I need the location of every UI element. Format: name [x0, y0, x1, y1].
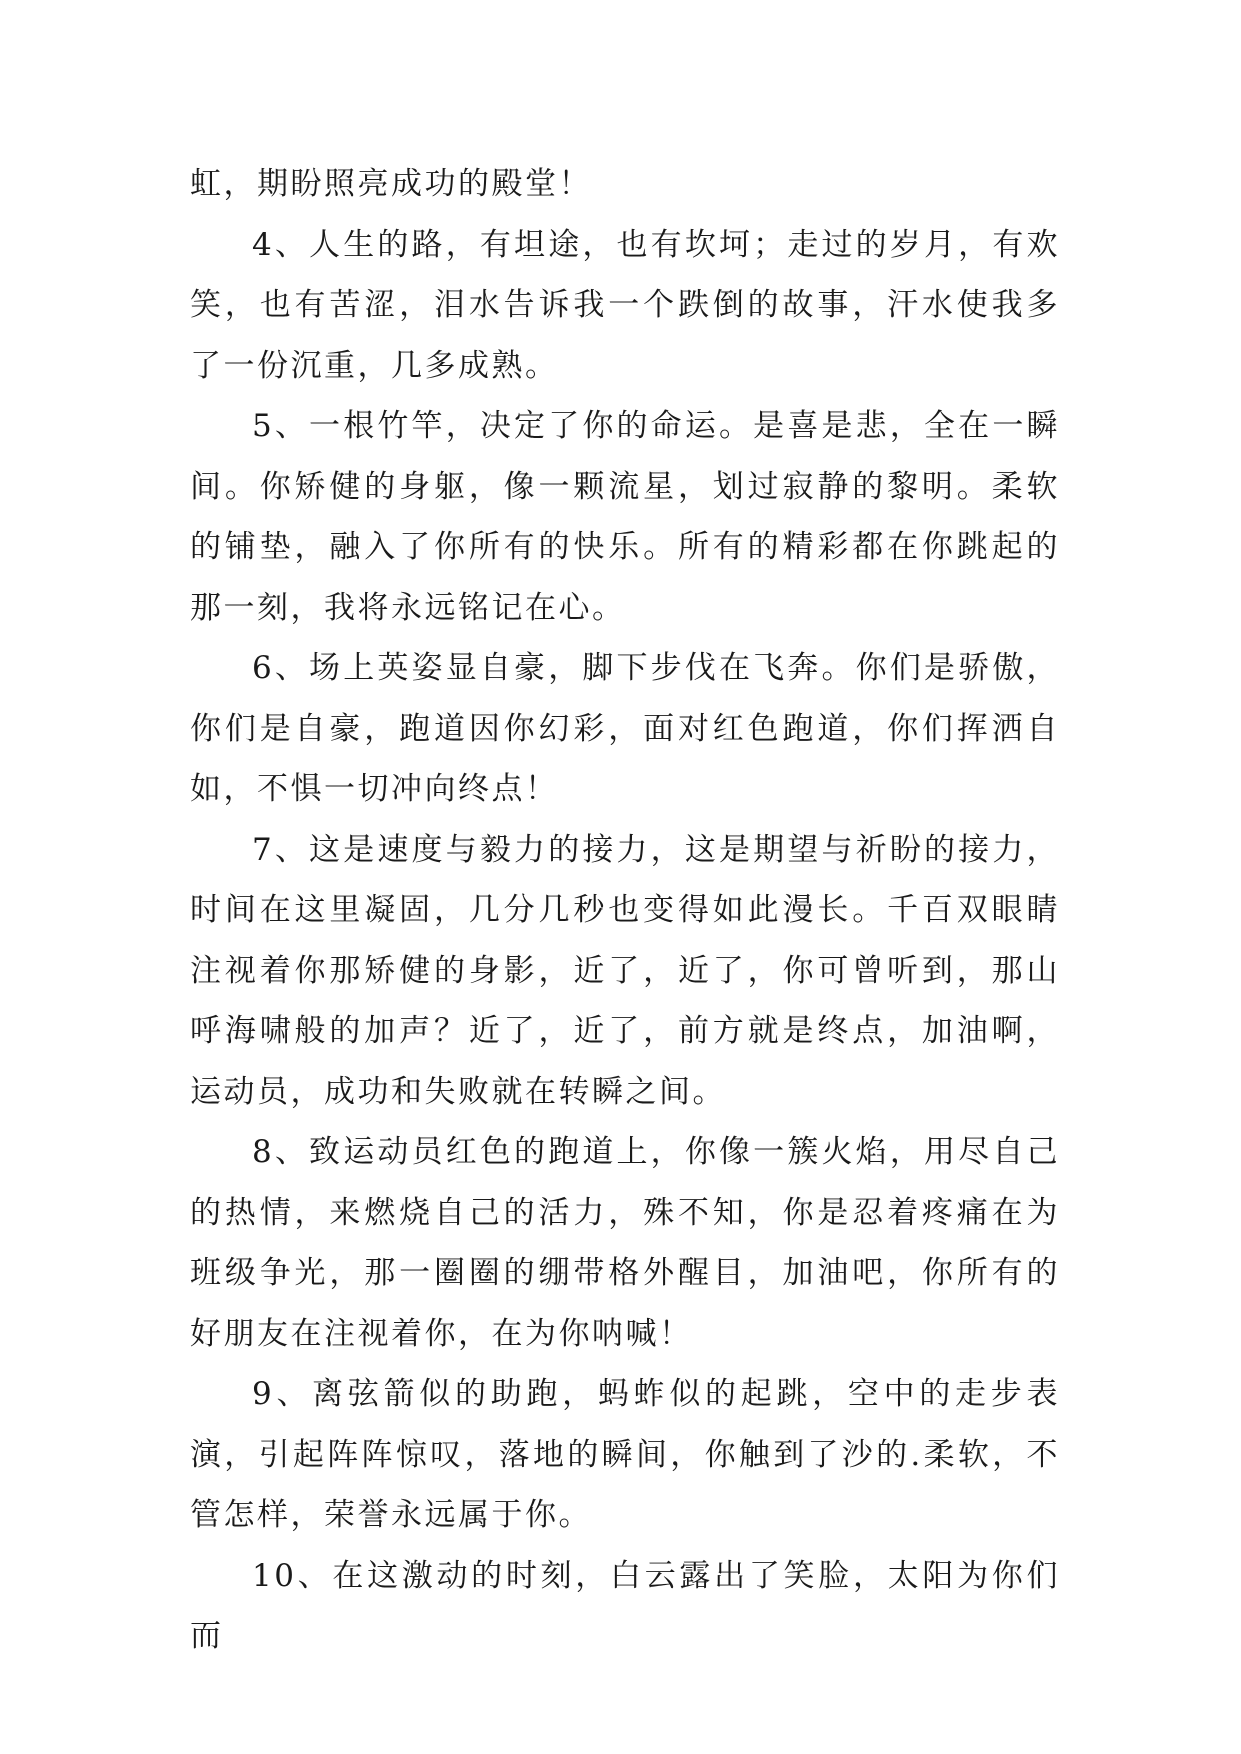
- paragraph-item-9: 9、离弦箭似的助跑，蚂蚱似的起跳，空中的走步表演，引起阵阵惊叹，落地的瞬间，你触到了沙的.柔软，不管怎样，荣誉永远属于你。: [190, 1376, 1060, 1533]
- paragraph-continuation: 虹，期盼照亮成功的殿堂！: [190, 166, 592, 202]
- paragraph-item-7: 7、这是速度与毅力的接力，这是期望与祈盼的接力，时间在这里凝固，几分几秒也变得如此漫长。千百双眼睛注视着你那矫健的身影，近了，近了，你可曾听到，那山呼海啸般的加声？近了，近了，前方就是终点，加油啊，运动员，成功和失败就在转瞬之间。: [190, 831, 1060, 1110]
- paragraph-item-10: 10、在这激动的时刻，白云露出了笑脸，太阳为你们而: [190, 1557, 1060, 1654]
- paragraph-item-6: 6、场上英姿显自豪，脚下步伐在飞奔。你们是骄傲，你们是自豪，跑道因你幻彩，面对红色跑道，你们挥洒自如，不惧一切冲向终点！: [190, 650, 1060, 807]
- paragraph-item-4: 4、人生的路，有坦途，也有坎坷；走过的岁月，有欢笑，也有苦涩，泪水告诉我一个跌倒的故事，汗水使我多了一份沉重，几多成熟。: [190, 226, 1060, 384]
- paragraph-item-5: 5、一根竹竿，决定了你的命运。是喜是悲，全在一瞬间。你矫健的身躯，像一颗流星，划过寂静的黎明。柔软的铺垫，融入了你所有的快乐。所有的精彩都在你跳起的那一刻，我将永远铭记在心。: [190, 408, 1060, 626]
- paragraph-item-8: 8、致运动员红色的跑道上，你像一簇火焰，用尽自己的热情，来燃烧自己的活力，殊不知，你是忍着疼痛在为班级争光，那一圈圈的绷带格外醒目，加油吧，你所有的好朋友在注视着你，在为你呐喊！: [190, 1134, 1060, 1352]
- body-text: [190, 154, 1060, 1667]
